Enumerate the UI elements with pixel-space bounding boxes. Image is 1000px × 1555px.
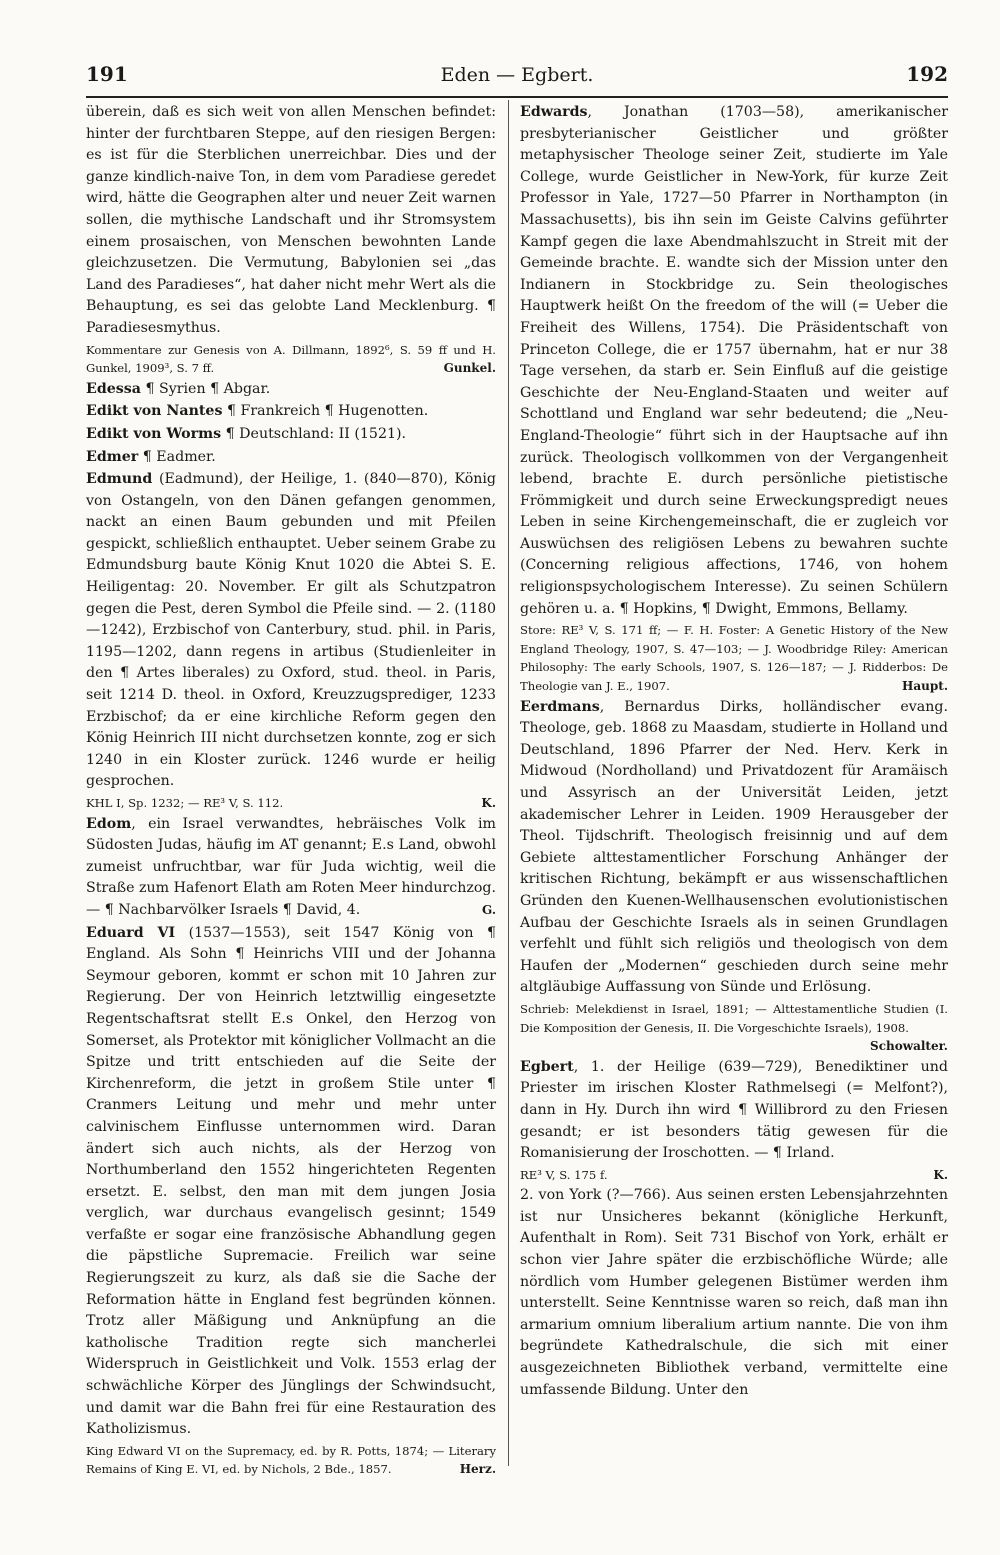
author-signature: G.	[482, 902, 496, 917]
left-column	[86, 102, 496, 1479]
headword: Edikt von Nantes	[86, 403, 223, 420]
literature-text: Kommentare zur Genesis von A. Dillmann, 1892⁶, S. 59 ff und H. Gunkel, 1909³, S. 7 ff.	[86, 342, 496, 376]
entry-text: , Bernardus Dirks, holländischer evang. Theologe, geb. 1868 zu Maasdam, studierte in Holland und Deutschland, 1896 Pfarrer der Ned. Herv. Kerk in Midwoud (Nordholland) und Privatdozent für Aramäisch und Assyrisch an der Universität Leiden, jetzt akademischer Lehrer in Leiden. 1909 Herausgeber der Theol. Tijdschrift. Theologisch freisinnig und auf dem Gebiete alttestamentlicher Forschung Anhänger der kritischen Richtung, bekämpft er aus wissenschaftlichen Gründen den Kuenen-Wellhausenschen evolutionistischen Aufbau der Geschichte Israels als in seinen Grundlagen verfehlt und fühlt sich religiös und theologisch von dem Haufen der „Modernen“ geschieden durch seine mehr altgläubige Auffassung von Sünde und Erlösung.	[520, 698, 948, 996]
literature-note	[86, 794, 496, 813]
literature-note	[520, 1166, 948, 1185]
entry-edikt-nantes	[86, 401, 496, 423]
entry-eerdmans	[520, 697, 948, 999]
entry-egbert-york: 2. von York (?—766). Aus seinen ersten Lebensjahrzehnten ist nur Unsicheres bekannt (königliche Herkunft, Aufenthalt in Rom). Seit 731 Bischof von York, erhält er schon vier Jahre später die erzbischöfliche Würde; alle nördlich vom Humber gelegenen Bistümer werden ihm unterstellt. Seine Kenntnisse waren so reich, daß man ihn armarium omnium liberalium artium nannte. Die von ihm begründete Kathedralschule, die sich mit einer ausgezeichneten Bibliothek verband, vermittelte eine umfassende Bildung. Unter den	[520, 1187, 948, 1398]
author-signature: K.	[481, 796, 496, 810]
literature-note	[86, 1442, 496, 1479]
entry-text: ¶ Deutschland: II (1521).	[225, 425, 407, 442]
entry-eden-continued: überein, daß es sich weit von allen Menschen befindet: hinter der furchtbaren Steppe, auf den riesigen Bergen: es ist für die Sterblichen unerreichbar. Dies und der ganze kindlich-naive Ton, in dem vom Paradiese geredet wird, hätte die Geographen alter und neuer Zeit warnen sollen, die mythische Landschaft und ihr Stromsystem einem prosaischen, von Menschen bewohnten Lande gleichzusetzen. Die Vermutung, Babylonien sei „das Land des Paradieses“, hat daher nicht mehr Wert als die Behauptung, es sei das gelobte Land Mecklenburg. ¶ Paradiesesmythus.	[86, 104, 496, 336]
entry-edikt-worms	[86, 424, 496, 446]
entry-edessa	[86, 379, 496, 401]
headword: Edmer	[86, 448, 139, 465]
literature-text: Store: RE³ V, S. 171 ff; — F. H. Foster: A Genetic History of the New England Theology, 1907, S. 47—103; — J. Woodbridge Riley: American Philosophy: The early Schools, 1907, S. 126—187; — J. Ridderbos: De Theologie van J. E., 1907.	[520, 623, 948, 694]
entry-text: ¶ Eadmer.	[142, 448, 216, 465]
literature-note	[520, 621, 948, 695]
right-column	[520, 102, 948, 1401]
literature-text: King Edward VI on the Supremacy, ed. by R. Potts, 1874; — Literary Remains of King E. VI, ed. by Nichols, 2 Bde., 1857.	[86, 1443, 496, 1477]
entry-egbert	[520, 1057, 948, 1165]
author-signature: Haupt.	[902, 679, 948, 694]
running-header	[86, 62, 948, 98]
headword: Egbert	[520, 1058, 574, 1075]
author-signature: Gunkel.	[443, 361, 496, 376]
headword: Edessa	[86, 380, 141, 397]
entry-text: (1537—1553), seit 1547 König von ¶ England. Als Sohn ¶ Heinrichs VIII und der Johanna Seymour geboren, kommt er schon mit 10 Jahren zur Regierung. Der von Heinrich letztwillig eingesetzte Regentschaftsrat stellt E.s Onkel, den Herzog von Somerset, als Protektor mit königlicher Vollmacht an die Spitze und tritt entschieden auf die Seite der Kirchenreform, die jetzt in großem Stile unter ¶ Cranmers Leitung und mehr und mehr unter calvinischem Einflusse unternommen wird. Daran ändert sich auch nichts, als der Herzog von Northumberland den 1552 hingerichteten Regenten ersetzt. E. selbst, den man mit dem jungen Josia verglich, war durchaus evangelisch gesinnt; 1549 verfaßte er sogar eine französische Abhandlung gegen die päpstliche Supremacie. Freilich war seine Regierungszeit zu kurz, als daß sie die Sache der Reformation hätte in England fest begründen können. Trotz aller Mäßigung und Anknüpfung an die katholische Tradition regte sich mancherlei Widerspruch in Geistlichkeit und Volk. 1553 erlag der schwächliche Körper des Jünglings der Schwindsucht, und damit war die Bahn frei für eine Restauration des Katholizismus.	[86, 924, 496, 1438]
headword: Edmund	[86, 471, 153, 488]
entry-text: ¶ Syrien ¶ Abgar.	[145, 380, 271, 397]
entry-text: ¶ Frankreich ¶ Hugenotten.	[226, 403, 429, 420]
entry-edom	[86, 814, 496, 922]
column-divider	[508, 100, 509, 1466]
author-signature: Schowalter.	[870, 1039, 948, 1054]
entry-eduard-vi	[86, 923, 496, 1441]
author-signature: K.	[933, 1167, 948, 1182]
literature-text: Schrieb: Melekdienst in Israel, 1891; — Alttestamentliche Studien (I. Die Komposition der Genesis, II. Die Vorgeschichte Israels), 1908.	[520, 1001, 948, 1035]
running-title: Eden — Egbert.	[440, 64, 594, 86]
entry-edwards	[520, 102, 948, 620]
entry-text: , Jonathan (1703—58), amerikanischer presbyterianischer Geistlicher und größter metaphysischer Theologe seiner Zeit, studierte im Yale College, wurde Geistlicher in New-York, für kurze Zeit Professor in Yale, 1727—50 Pfarrer in Northampton (in Massachusetts), bis ihn sein im Geiste Calvins geführter Kampf gegen die laxe Abendmahlszucht in Streit mit der Gemeinde brachte. E. wandte sich der Mission unter den Indianern in Stockbridge zu. Sein theologisches Hauptwerk heißt On the freedom of the will (= Ueber die Freiheit des Willens, 1754). Die Präsidentschaft von Princeton College, die er 1757 übernahm, hat er nur 38 Tage versehen, da starb er. Sein Einfluß auf die geistige Geschichte der Neu-England-Staaten und weiter auf Schottland und England war sehr bedeutend; die „Neu-England-Theologie“ führt sich in der Hauptsache auf ihn zurück. Theologisch vollkommen von der Vergangenheit lebend, brachte E. durch persönliche pietistische Frömmigkeit und durch seine Erweckungspredigt neues Leben in seine Kirchengemeinschaft, die er zugleich vor Auswüchsen des religiösen Lebens zu bewahren suchte (Concerning religious affections, 1746, von hohem religionspsychologischem Interesse). Zu seinen Schülern gehören u. a. ¶ Hopkins, ¶ Dwight, Emmons, Bellamy.	[520, 104, 948, 617]
headword: Edikt von Worms	[86, 425, 222, 442]
headword: Edwards	[520, 104, 588, 120]
entry-text: , ein Israel verwandtes, hebräisches Volk im Südosten Judas, häufig im AT genannt; E.s Land, obwohl zumeist unfruchtbar, war für Juda wichtig, weil die Straße zum Hafenort Elath am Roten Meer hindurchzog. — ¶ Nachbarvölker Israels ¶ David, 4.	[86, 815, 496, 918]
headword: Edom	[86, 815, 132, 832]
entry-text: (Eadmund), der Heilige, 1. (840—870), König von Ostangeln, von den Dänen gefangen genommen, nackt an einen Baum gebunden und mit Pfeilen gespickt, schließlich enthauptet. Ueber seinem Grabe zu Edmundsburg baute König Knut 1020 die Abtei S. E. Heiligentag: 20. November. Er gilt als Schutzpatron gegen die Pest, deren Symbol die Pfeile sind. — 2. (1180—1242), Erzbischof von Canterbury, stud. phil. in Paris, 1195—1202, dann regens in artibus (Studienleiter in den ¶ Artes liberales) zu Oxford, stud. theol. in Paris, seit 1214 D. theol. in Oxford, Kreuzzugsprediger, 1233 Erzbischof; da er eine kirchliche Reform gegen den König Heinrich III nicht durchsetzen konnte, zog er sich 1240 in ein Kloster zurück. 1246 wurde er heilig gesprochen.	[86, 471, 496, 790]
entry-edmer	[86, 447, 496, 469]
literature-text: RE³ V, S. 175 f.	[520, 1167, 608, 1182]
entry-text: , 1. der Heilige (639—729), Benediktiner und Priester im irischen Kloster Rathmelsegi (= Melfont?), dann in Hy. Durch ihn wird ¶ Willibrord zu den Friesen gesandt; er ist besonders tätig gewesen für die Romanisierung der Iroschotten. — ¶ Irland.	[520, 1058, 948, 1162]
literature-text: KHL I, Sp. 1232; — RE³ V, S. 112.	[86, 796, 284, 810]
headword: Eduard VI	[86, 924, 176, 941]
entry-edmund	[86, 469, 496, 793]
page-number-left: 191	[86, 62, 128, 86]
author-signature: Herz.	[459, 1462, 496, 1477]
page-number-right: 192	[906, 62, 948, 86]
literature-note	[86, 341, 496, 378]
literature-note	[520, 1000, 948, 1056]
headword: Eerdmans	[520, 698, 600, 715]
